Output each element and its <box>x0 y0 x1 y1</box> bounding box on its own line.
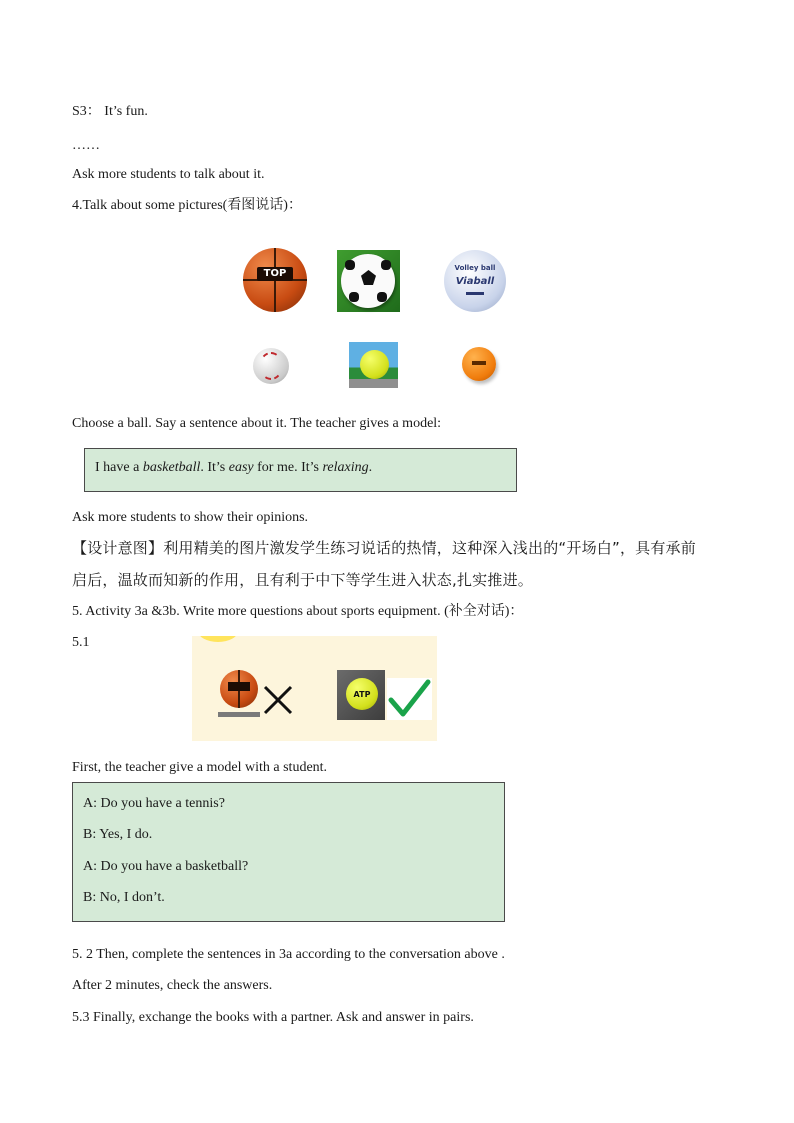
basketball-brand-label: TOP <box>263 268 287 279</box>
choose-line: Choose a ball. Say a sentence about it. The teacher gives a model: <box>72 416 442 431</box>
step52-line: 5. 2 Then, complete the sentences in 3a according to the conversation above . <box>72 947 505 962</box>
ask-more-line: Ask more students to talk about it. <box>72 167 265 182</box>
model-text-4: . <box>368 460 373 475</box>
dialogue-box <box>72 782 505 922</box>
cross-icon <box>262 684 294 716</box>
ellipsis-line: …… <box>72 138 100 153</box>
dialogue-line-4: B: No, I don’t. <box>83 890 165 905</box>
orange-ball-picture <box>460 345 502 385</box>
model-word-relaxing: relaxing <box>322 460 369 475</box>
model-text-3: for me. It’s <box>253 460 323 475</box>
step53-line: 5.3 Finally, exchange the books with a partner. Ask and answer in pairs. <box>72 1010 474 1025</box>
dialogue-line-1: A: Do you have a tennis? <box>83 796 225 811</box>
baseball-picture <box>253 348 291 386</box>
first-line: First, the teacher give a model with a student. <box>72 760 328 775</box>
model-sentence-box <box>84 448 517 492</box>
model-text-1: I have a <box>95 460 143 475</box>
choice-picture <box>192 636 437 741</box>
dialogue-line-3: A: Do you have a basketball? <box>83 859 249 874</box>
step4-heading: 4.Talk about some pictures(看图说话)： <box>72 198 302 213</box>
after-line: After 2 minutes, check the answers. <box>72 978 273 993</box>
volleyball-brand-label: Viaball <box>455 276 495 287</box>
check-icon <box>387 678 432 720</box>
design-intent-line-1: 【设计意图】利用精美的图片激发学生练习说话的热情，这种深入浅出的“开场白”，具有承前 <box>72 539 696 557</box>
dialogue-line-2: B: Yes, I do. <box>83 827 153 842</box>
tennis-ball-picture <box>349 342 398 388</box>
check-box <box>387 678 432 720</box>
tennis-ball-choice <box>337 670 385 720</box>
model-word-easy: easy <box>228 460 254 475</box>
s3-line: S3： It’s fun. <box>72 104 148 119</box>
opinions-line: Ask more students to show their opinions. <box>72 510 309 525</box>
basketball-choice <box>218 670 262 718</box>
step5-heading: 5. Activity 3a &3b. Write more questions about sports equipment. (补全对话)： <box>72 604 524 619</box>
volleyball-text-label: Volley ball <box>454 264 496 272</box>
basketball-picture <box>243 248 309 312</box>
design-intent-line-2: 启后，温故而知新的作用，且有利于中下等学生进入状态,扎实推进。 <box>72 571 533 589</box>
model-word-basketball: basketball <box>142 460 201 475</box>
step51-label: 5.1 <box>72 635 90 650</box>
tennis-brand-label: ATP <box>353 690 371 699</box>
volleyball-picture <box>444 250 508 312</box>
model-sentence <box>95 458 372 478</box>
sun-icon <box>198 636 238 642</box>
soccer-ball-picture <box>337 250 400 312</box>
model-text-2: . It’s <box>200 460 229 475</box>
